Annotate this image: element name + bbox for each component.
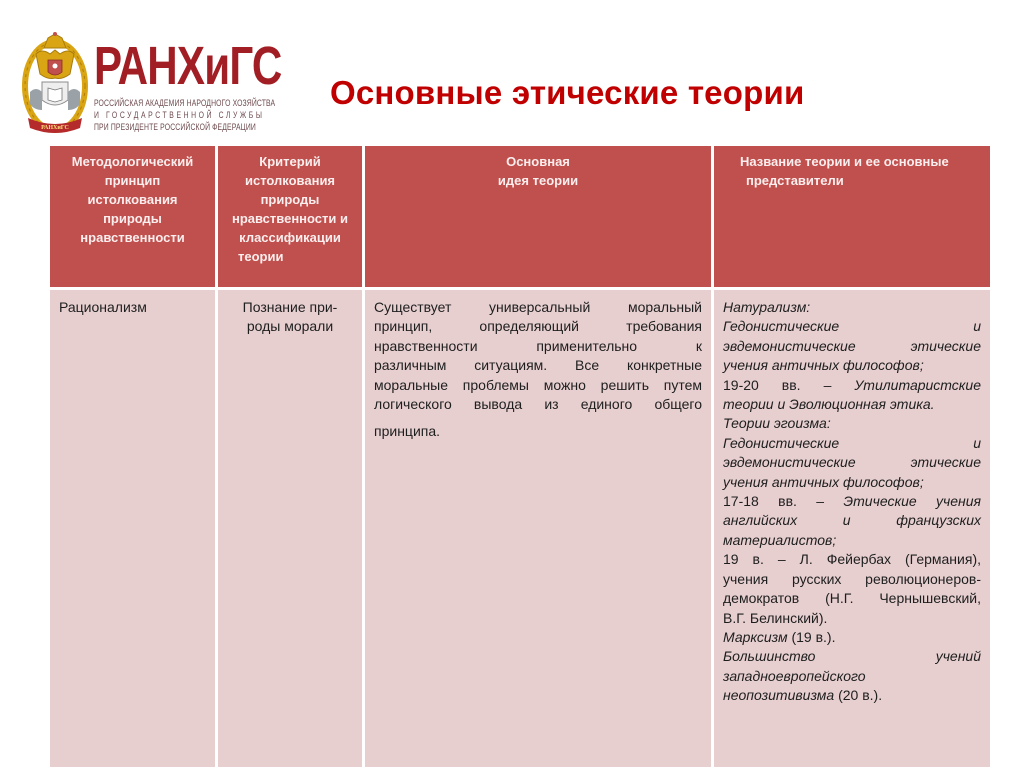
theory-period: 17-18 вв. – [723, 493, 844, 510]
table-header-row [50, 146, 990, 287]
theory-name: учения античных философов; [723, 357, 924, 374]
theory-name: неопозитивизма [723, 687, 835, 704]
theory-line [723, 550, 981, 569]
cell-main-idea [365, 290, 711, 767]
header-text: природы [260, 192, 320, 207]
theory-line [723, 356, 981, 375]
theory-period: (19 в.). [787, 628, 836, 645]
header-text: идея теории [497, 173, 579, 188]
theory-line [723, 395, 981, 414]
header-cell-criterion [218, 146, 362, 287]
theory-line [723, 628, 981, 647]
criterion-text: Познание при- [242, 299, 338, 315]
header-text: истолкования [87, 192, 178, 207]
theory-line [723, 317, 981, 336]
theory-name: Гедонистические и [723, 434, 981, 451]
theory-name: Гедонистические и [723, 318, 981, 335]
theory-line [723, 434, 981, 453]
cell-principle [50, 290, 215, 767]
theory-name: демократов (Н.Г. Чернышевский, [723, 590, 981, 607]
theory-line [723, 686, 981, 705]
theory-name: теории и Эволюционная этика. [723, 396, 935, 413]
theory-name: учения античных философов; [723, 473, 924, 490]
header-cell-methodological-principle [50, 146, 215, 287]
criterion-text: роды морали [246, 318, 334, 335]
idea-text: различным ситуациям. Все конкретные [374, 357, 702, 374]
ethics-theories-table [50, 146, 990, 767]
theory-name: 19 в. – Л. Фейербах (Германия), [723, 551, 981, 568]
logo-wordmark: РАНХиГС [94, 36, 282, 96]
header-text: природы [103, 211, 162, 226]
theory-line [723, 647, 981, 666]
theory-period: 19-20 вв. – [723, 376, 855, 393]
theory-period: (20 в.). [834, 687, 883, 704]
theory-name: В.Г. Белинский). [723, 609, 828, 626]
theory-line [723, 589, 981, 608]
idea-text: Существует универсальный моральный [374, 299, 702, 315]
ranepa-logo [14, 28, 282, 144]
logo-subtitle-line-2: И ГОСУДАРСТВЕННОЙ СЛУЖБЫ [94, 110, 265, 121]
header-text: Основная [506, 154, 570, 169]
theory-name: Теории эгоизма: [723, 415, 831, 432]
coat-of-arms-emblem-icon [22, 30, 88, 140]
header-cell-main-idea [365, 146, 711, 287]
header-text: нравственности и [231, 211, 348, 226]
theory-line [723, 414, 981, 433]
slide-title: Основные этические теории [330, 74, 805, 111]
principle-text: Рационализм [59, 299, 147, 315]
theory-name: Большинство учений [723, 648, 981, 665]
theory-name: Марксизм [723, 628, 788, 645]
theory-name: Натурализм: [723, 299, 811, 315]
theory-name: эвдемонистические этические [723, 337, 981, 354]
idea-text: принципа. [374, 423, 441, 440]
theory-line [723, 667, 981, 686]
logo-subtitle-line-1: РОССИЙСКАЯ АКАДЕМИЯ НАРОДНОГО ХОЗЯЙСТВА [94, 98, 276, 109]
theory-name: Этические учения [843, 493, 981, 510]
header-text: Название теории и ее основные [740, 154, 949, 169]
header-text: классификации [239, 230, 341, 245]
theory-name: западноевропейского [723, 667, 866, 684]
theory-name: Утилитаристские [854, 376, 981, 393]
svg-text:РАНХиГС: РАНХиГС [41, 125, 69, 131]
theory-line [723, 570, 981, 589]
idea-text: логического вывода из единого общего [374, 396, 702, 413]
cell-theories [714, 290, 990, 767]
theory-line [723, 609, 981, 628]
idea-text: нравственности применительно к [374, 337, 702, 354]
theory-name: учения русских революционеров- [723, 570, 981, 587]
theory-line [723, 337, 981, 356]
theory-line [723, 531, 981, 550]
header-text: представители [746, 173, 844, 188]
theory-line [723, 376, 981, 395]
theory-name: материалистов; [723, 531, 837, 548]
theory-line [723, 511, 981, 530]
idea-text: принцип, определяющий требования [374, 318, 702, 335]
logo-subtitle-line-3: ПРИ ПРЕЗИДЕНТЕ РОССИЙСКОЙ ФЕДЕРАЦИИ [94, 122, 256, 133]
theory-name: английских и французских [723, 512, 981, 529]
header-text: нравственности [80, 230, 185, 245]
header-text: Методологический [71, 154, 194, 169]
idea-text: моральные проблемы можно решить путем [374, 376, 702, 393]
cell-criterion [218, 290, 362, 767]
header-text: Критерий [259, 154, 321, 169]
theory-line [723, 492, 981, 511]
theory-line [723, 473, 981, 492]
header-cell-theory-name [714, 146, 990, 287]
header-text: истолкования [244, 173, 336, 188]
theory-line [723, 298, 981, 317]
header-text: принцип [104, 173, 161, 188]
table-row [50, 290, 990, 767]
theory-name: эвдемонистические этические [723, 454, 981, 471]
header-text: теории [238, 249, 284, 264]
theory-line [723, 453, 981, 472]
